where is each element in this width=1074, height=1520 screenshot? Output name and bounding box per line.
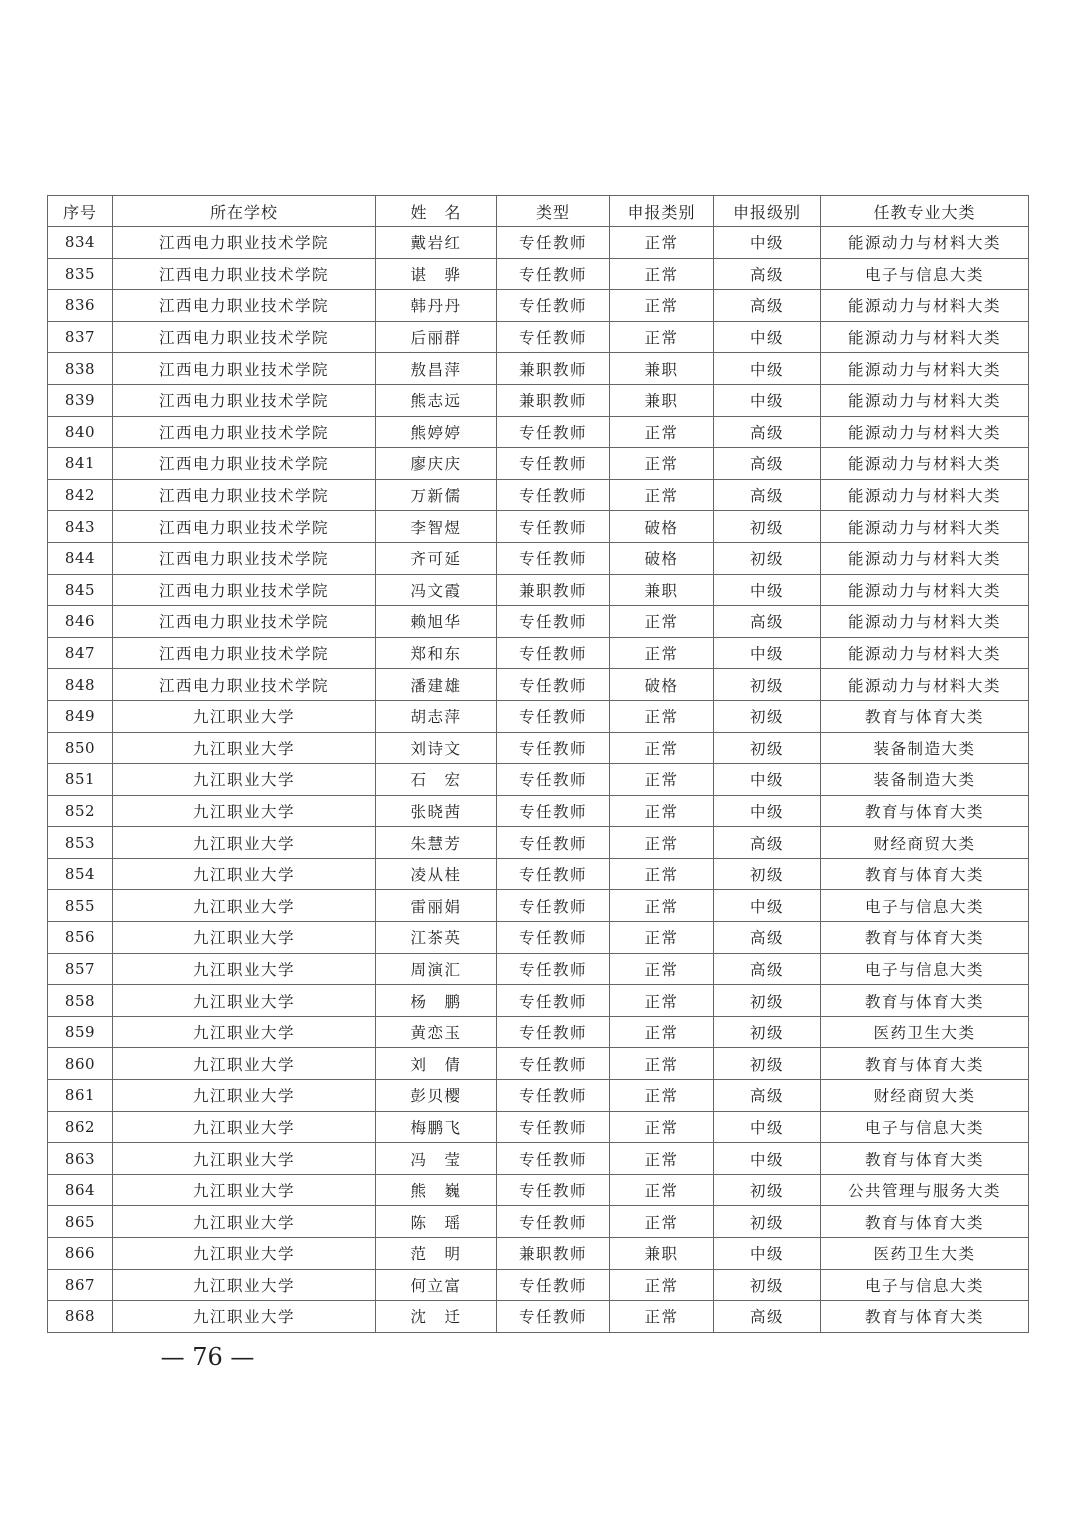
cell-index: 855	[48, 890, 113, 922]
cell-type: 专任教师	[497, 953, 610, 985]
table-row	[48, 700, 1029, 732]
cell-index: 863	[48, 1143, 113, 1175]
cell-index: 866	[48, 1238, 113, 1270]
table-row	[48, 953, 1029, 985]
cell-school: 九江职业大学	[113, 1143, 376, 1175]
cell-name: 熊婷婷	[376, 416, 497, 448]
cell-school: 九江职业大学	[113, 1016, 376, 1048]
cell-school: 江西电力职业技术学院	[113, 321, 376, 353]
cell-school: 江西电力职业技术学院	[113, 353, 376, 385]
cell-category: 正常	[610, 1269, 714, 1301]
cell-school: 江西电力职业技术学院	[113, 384, 376, 416]
cell-level: 高级	[714, 1080, 821, 1112]
cell-index: 865	[48, 1206, 113, 1238]
cell-index: 849	[48, 700, 113, 732]
cell-name: 赖旭华	[376, 606, 497, 638]
cell-type: 专任教师	[497, 606, 610, 638]
cell-type: 专任教师	[497, 732, 610, 764]
cell-name: 周演汇	[376, 953, 497, 985]
cell-index: 838	[48, 353, 113, 385]
table-row	[48, 606, 1029, 638]
cell-name: 彭贝樱	[376, 1080, 497, 1112]
cell-major: 电子与信息大类	[821, 258, 1029, 290]
cell-school: 江西电力职业技术学院	[113, 416, 376, 448]
cell-category: 正常	[610, 1016, 714, 1048]
table-row	[48, 511, 1029, 543]
cell-school: 江西电力职业技术学院	[113, 448, 376, 480]
cell-level: 初级	[714, 1269, 821, 1301]
cell-name: 石 宏	[376, 764, 497, 796]
cell-level: 中级	[714, 1111, 821, 1143]
cell-type: 兼职教师	[497, 353, 610, 385]
cell-type: 专任教师	[497, 1111, 610, 1143]
cell-category: 正常	[610, 1143, 714, 1175]
table-row	[48, 890, 1029, 922]
cell-type: 专任教师	[497, 479, 610, 511]
cell-level: 中级	[714, 795, 821, 827]
table-row	[48, 1111, 1029, 1143]
cell-index: 858	[48, 985, 113, 1017]
cell-type: 专任教师	[497, 511, 610, 543]
cell-category: 破格	[610, 511, 714, 543]
cell-level: 初级	[714, 1016, 821, 1048]
cell-index: 864	[48, 1174, 113, 1206]
cell-type: 专任教师	[497, 1301, 610, 1333]
cell-level: 中级	[714, 384, 821, 416]
cell-category: 正常	[610, 1111, 714, 1143]
cell-type: 专任教师	[497, 321, 610, 353]
cell-index: 850	[48, 732, 113, 764]
cell-school: 江西电力职业技术学院	[113, 637, 376, 669]
cell-type: 兼职教师	[497, 384, 610, 416]
cell-level: 初级	[714, 669, 821, 701]
cell-category: 兼职	[610, 384, 714, 416]
cell-index: 848	[48, 669, 113, 701]
cell-type: 兼职教师	[497, 1238, 610, 1270]
cell-major: 教育与体育大类	[821, 985, 1029, 1017]
cell-name: 廖庆庆	[376, 448, 497, 480]
cell-major: 能源动力与材料大类	[821, 669, 1029, 701]
cell-school: 九江职业大学	[113, 985, 376, 1017]
cell-level: 高级	[714, 827, 821, 859]
cell-school: 九江职业大学	[113, 700, 376, 732]
cell-type: 兼职教师	[497, 574, 610, 606]
cell-school: 江西电力职业技术学院	[113, 290, 376, 322]
table-row	[48, 1048, 1029, 1080]
cell-level: 中级	[714, 1143, 821, 1175]
cell-school: 九江职业大学	[113, 827, 376, 859]
cell-index: 843	[48, 511, 113, 543]
cell-name: 陈 瑶	[376, 1206, 497, 1238]
cell-level: 中级	[714, 321, 821, 353]
cell-type: 专任教师	[497, 795, 610, 827]
cell-type: 专任教师	[497, 922, 610, 954]
cell-index: 840	[48, 416, 113, 448]
table-row	[48, 858, 1029, 890]
cell-level: 初级	[714, 732, 821, 764]
cell-name: 潘建雄	[376, 669, 497, 701]
cell-major: 财经商贸大类	[821, 1080, 1029, 1112]
cell-level: 高级	[714, 1301, 821, 1333]
cell-index: 853	[48, 827, 113, 859]
cell-category: 兼职	[610, 1238, 714, 1270]
cell-type: 专任教师	[497, 700, 610, 732]
cell-major: 教育与体育大类	[821, 1048, 1029, 1080]
cell-name: 沈 迁	[376, 1301, 497, 1333]
table-body	[48, 227, 1029, 1333]
cell-school: 江西电力职业技术学院	[113, 227, 376, 259]
table-row	[48, 384, 1029, 416]
cell-school: 江西电力职业技术学院	[113, 606, 376, 638]
cell-school: 江西电力职业技术学院	[113, 669, 376, 701]
cell-index: 852	[48, 795, 113, 827]
cell-type: 专任教师	[497, 858, 610, 890]
cell-type: 专任教师	[497, 637, 610, 669]
cell-category: 正常	[610, 922, 714, 954]
cell-index: 851	[48, 764, 113, 796]
cell-category: 正常	[610, 1048, 714, 1080]
cell-school: 九江职业大学	[113, 953, 376, 985]
table-row	[48, 448, 1029, 480]
cell-category: 兼职	[610, 353, 714, 385]
cell-category: 正常	[610, 606, 714, 638]
applicant-table	[47, 195, 1029, 1333]
cell-type: 专任教师	[497, 827, 610, 859]
cell-name: 黄恋玉	[376, 1016, 497, 1048]
cell-major: 能源动力与材料大类	[821, 479, 1029, 511]
table-row	[48, 1016, 1029, 1048]
cell-major: 教育与体育大类	[821, 795, 1029, 827]
cell-name: 张晓茜	[376, 795, 497, 827]
cell-name: 韩丹丹	[376, 290, 497, 322]
cell-index: 839	[48, 384, 113, 416]
cell-category: 正常	[610, 827, 714, 859]
table-row	[48, 985, 1029, 1017]
cell-level: 初级	[714, 1206, 821, 1238]
table-row	[48, 732, 1029, 764]
table-row	[48, 1143, 1029, 1175]
cell-name: 李智煜	[376, 511, 497, 543]
table-row	[48, 479, 1029, 511]
cell-major: 教育与体育大类	[821, 1143, 1029, 1175]
cell-school: 九江职业大学	[113, 922, 376, 954]
cell-level: 中级	[714, 764, 821, 796]
cell-school: 九江职业大学	[113, 795, 376, 827]
table-row	[48, 321, 1029, 353]
cell-major: 教育与体育大类	[821, 922, 1029, 954]
table-row	[48, 1301, 1029, 1333]
table-row	[48, 1080, 1029, 1112]
cell-index: 859	[48, 1016, 113, 1048]
cell-name: 梅鹏飞	[376, 1111, 497, 1143]
cell-major: 能源动力与材料大类	[821, 321, 1029, 353]
cell-index: 861	[48, 1080, 113, 1112]
cell-name: 朱慧芳	[376, 827, 497, 859]
cell-index: 834	[48, 227, 113, 259]
cell-major: 医药卫生大类	[821, 1238, 1029, 1270]
cell-major: 教育与体育大类	[821, 858, 1029, 890]
cell-index: 844	[48, 542, 113, 574]
cell-type: 专任教师	[497, 258, 610, 290]
table-row	[48, 827, 1029, 859]
cell-school: 九江职业大学	[113, 1111, 376, 1143]
cell-category: 兼职	[610, 574, 714, 606]
cell-category: 正常	[610, 1080, 714, 1112]
cell-level: 高级	[714, 922, 821, 954]
cell-name: 后丽群	[376, 321, 497, 353]
cell-index: 867	[48, 1269, 113, 1301]
cell-major: 能源动力与材料大类	[821, 637, 1029, 669]
header-teaching-major: 任教专业大类	[821, 196, 1029, 227]
cell-level: 中级	[714, 890, 821, 922]
cell-category: 正常	[610, 448, 714, 480]
cell-major: 装备制造大类	[821, 764, 1029, 796]
cell-major: 教育与体育大类	[821, 700, 1029, 732]
table-row	[48, 764, 1029, 796]
cell-type: 专任教师	[497, 448, 610, 480]
cell-category: 正常	[610, 1206, 714, 1238]
cell-major: 能源动力与材料大类	[821, 574, 1029, 606]
cell-major: 能源动力与材料大类	[821, 542, 1029, 574]
table-row	[48, 1174, 1029, 1206]
cell-school: 九江职业大学	[113, 858, 376, 890]
cell-type: 专任教师	[497, 1269, 610, 1301]
cell-index: 837	[48, 321, 113, 353]
cell-level: 中级	[714, 353, 821, 385]
table-row	[48, 353, 1029, 385]
cell-name: 胡志萍	[376, 700, 497, 732]
cell-name: 戴岩红	[376, 227, 497, 259]
cell-category: 正常	[610, 732, 714, 764]
cell-major: 能源动力与材料大类	[821, 448, 1029, 480]
cell-index: 842	[48, 479, 113, 511]
cell-major: 电子与信息大类	[821, 953, 1029, 985]
cell-level: 高级	[714, 953, 821, 985]
cell-index: 857	[48, 953, 113, 985]
cell-type: 专任教师	[497, 1143, 610, 1175]
table-row	[48, 922, 1029, 954]
cell-category: 正常	[610, 858, 714, 890]
cell-school: 九江职业大学	[113, 1080, 376, 1112]
cell-name: 雷丽娟	[376, 890, 497, 922]
cell-category: 正常	[610, 700, 714, 732]
cell-type: 专任教师	[497, 1080, 610, 1112]
cell-major: 电子与信息大类	[821, 1269, 1029, 1301]
cell-name: 熊志远	[376, 384, 497, 416]
cell-major: 教育与体育大类	[821, 1206, 1029, 1238]
cell-type: 专任教师	[497, 764, 610, 796]
cell-type: 专任教师	[497, 416, 610, 448]
cell-level: 中级	[714, 574, 821, 606]
cell-index: 835	[48, 258, 113, 290]
cell-index: 836	[48, 290, 113, 322]
cell-level: 初级	[714, 542, 821, 574]
cell-major: 能源动力与材料大类	[821, 416, 1029, 448]
cell-name: 谌 骅	[376, 258, 497, 290]
cell-type: 专任教师	[497, 290, 610, 322]
cell-name: 齐可延	[376, 542, 497, 574]
cell-category: 正常	[610, 321, 714, 353]
table-row	[48, 416, 1029, 448]
cell-name: 熊 巍	[376, 1174, 497, 1206]
cell-type: 专任教师	[497, 985, 610, 1017]
cell-major: 电子与信息大类	[821, 1111, 1029, 1143]
table-row	[48, 574, 1029, 606]
cell-category: 正常	[610, 1174, 714, 1206]
cell-type: 专任教师	[497, 669, 610, 701]
cell-school: 江西电力职业技术学院	[113, 511, 376, 543]
cell-index: 846	[48, 606, 113, 638]
cell-category: 正常	[610, 985, 714, 1017]
page-number: — 76 —	[160, 1343, 255, 1371]
cell-name: 范 明	[376, 1238, 497, 1270]
cell-index: 856	[48, 922, 113, 954]
cell-category: 正常	[610, 227, 714, 259]
cell-index: 854	[48, 858, 113, 890]
table-row	[48, 227, 1029, 259]
cell-category: 正常	[610, 290, 714, 322]
cell-level: 初级	[714, 1048, 821, 1080]
cell-major: 装备制造大类	[821, 732, 1029, 764]
cell-name: 凌从桂	[376, 858, 497, 890]
cell-name: 冯 莹	[376, 1143, 497, 1175]
header-application-level: 申报级别	[714, 196, 821, 227]
cell-category: 正常	[610, 795, 714, 827]
cell-level: 初级	[714, 985, 821, 1017]
cell-category: 正常	[610, 953, 714, 985]
cell-school: 九江职业大学	[113, 1238, 376, 1270]
cell-index: 862	[48, 1111, 113, 1143]
cell-name: 冯文霞	[376, 574, 497, 606]
cell-major: 能源动力与材料大类	[821, 353, 1029, 385]
cell-major: 能源动力与材料大类	[821, 290, 1029, 322]
cell-school: 江西电力职业技术学院	[113, 574, 376, 606]
cell-index: 868	[48, 1301, 113, 1333]
cell-category: 正常	[610, 890, 714, 922]
cell-major: 教育与体育大类	[821, 1301, 1029, 1333]
cell-level: 高级	[714, 416, 821, 448]
cell-name: 江茶英	[376, 922, 497, 954]
table-row	[48, 795, 1029, 827]
cell-major: 能源动力与材料大类	[821, 606, 1029, 638]
cell-type: 专任教师	[497, 890, 610, 922]
table-row	[48, 258, 1029, 290]
cell-type: 专任教师	[497, 1174, 610, 1206]
cell-category: 正常	[610, 479, 714, 511]
cell-category: 正常	[610, 764, 714, 796]
cell-level: 高级	[714, 290, 821, 322]
cell-category: 正常	[610, 637, 714, 669]
cell-level: 初级	[714, 1174, 821, 1206]
cell-major: 能源动力与材料大类	[821, 384, 1029, 416]
cell-school: 九江职业大学	[113, 1269, 376, 1301]
cell-level: 高级	[714, 258, 821, 290]
cell-index: 841	[48, 448, 113, 480]
cell-name: 何立富	[376, 1269, 497, 1301]
header-type: 类型	[497, 196, 610, 227]
cell-level: 中级	[714, 1238, 821, 1270]
cell-level: 高级	[714, 448, 821, 480]
cell-name: 杨 鹏	[376, 985, 497, 1017]
table-row	[48, 290, 1029, 322]
header-school: 所在学校	[113, 196, 376, 227]
cell-index: 845	[48, 574, 113, 606]
cell-school: 江西电力职业技术学院	[113, 258, 376, 290]
cell-school: 九江职业大学	[113, 1048, 376, 1080]
cell-level: 初级	[714, 700, 821, 732]
cell-level: 高级	[714, 479, 821, 511]
cell-type: 专任教师	[497, 1048, 610, 1080]
cell-category: 正常	[610, 1301, 714, 1333]
cell-type: 专任教师	[497, 542, 610, 574]
table-header-row	[48, 196, 1029, 227]
cell-school: 九江职业大学	[113, 1206, 376, 1238]
cell-major: 电子与信息大类	[821, 890, 1029, 922]
cell-name: 敖昌萍	[376, 353, 497, 385]
cell-category: 破格	[610, 669, 714, 701]
cell-major: 医药卫生大类	[821, 1016, 1029, 1048]
table-row	[48, 1238, 1029, 1270]
cell-school: 九江职业大学	[113, 1174, 376, 1206]
cell-level: 中级	[714, 227, 821, 259]
header-index: 序号	[48, 196, 113, 227]
cell-type: 专任教师	[497, 1206, 610, 1238]
cell-type: 专任教师	[497, 1016, 610, 1048]
cell-major: 能源动力与材料大类	[821, 227, 1029, 259]
cell-level: 中级	[714, 637, 821, 669]
table-row	[48, 542, 1029, 574]
cell-index: 847	[48, 637, 113, 669]
table-row	[48, 637, 1029, 669]
cell-school: 九江职业大学	[113, 890, 376, 922]
cell-school: 江西电力职业技术学院	[113, 479, 376, 511]
cell-category: 破格	[610, 542, 714, 574]
cell-major: 财经商贸大类	[821, 827, 1029, 859]
cell-category: 正常	[610, 258, 714, 290]
table-row	[48, 1269, 1029, 1301]
cell-level: 初级	[714, 858, 821, 890]
cell-index: 860	[48, 1048, 113, 1080]
header-name: 姓 名	[376, 196, 497, 227]
cell-name: 刘诗文	[376, 732, 497, 764]
cell-category: 正常	[610, 416, 714, 448]
header-application-category: 申报类别	[610, 196, 714, 227]
cell-school: 九江职业大学	[113, 1301, 376, 1333]
table-row	[48, 669, 1029, 701]
cell-level: 初级	[714, 511, 821, 543]
cell-major: 能源动力与材料大类	[821, 511, 1029, 543]
cell-school: 江西电力职业技术学院	[113, 542, 376, 574]
cell-name: 万新儒	[376, 479, 497, 511]
cell-school: 九江职业大学	[113, 764, 376, 796]
table-row	[48, 1206, 1029, 1238]
cell-major: 公共管理与服务大类	[821, 1174, 1029, 1206]
cell-level: 高级	[714, 606, 821, 638]
cell-name: 刘 倩	[376, 1048, 497, 1080]
cell-type: 专任教师	[497, 227, 610, 259]
cell-name: 郑和东	[376, 637, 497, 669]
cell-school: 九江职业大学	[113, 732, 376, 764]
